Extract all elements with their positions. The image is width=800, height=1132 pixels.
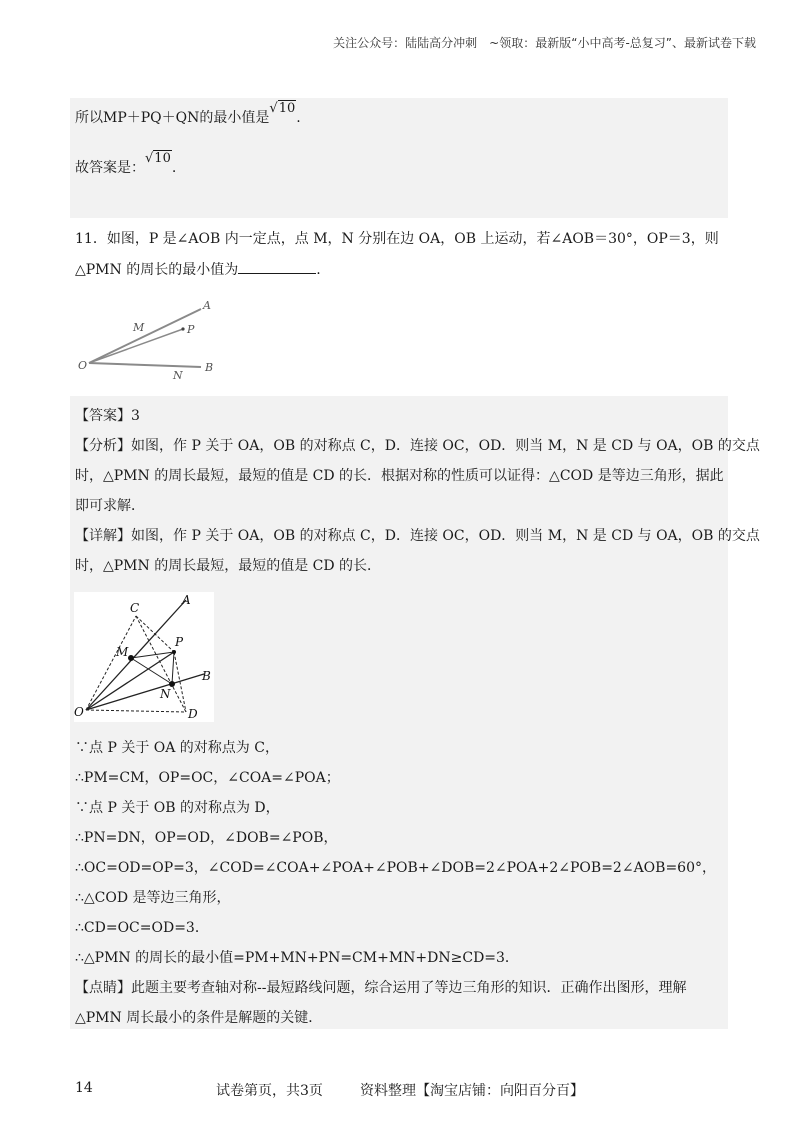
point-m: [128, 655, 134, 661]
label-m: M: [133, 321, 145, 334]
label-b: B: [202, 669, 211, 683]
label-m: M: [116, 645, 129, 659]
analysis-line-3: 即可求解．: [75, 498, 145, 514]
key-point-line: 【点睛】此题主要考查轴对称--最短路线问题，综合运用了等边三角形的知识．正确作出图形，理解: [75, 980, 687, 996]
label-p: P: [187, 323, 195, 336]
prev-line-1: 所以MP＋PQ＋QN的最小值是√10.: [75, 101, 301, 126]
proof-line: ∴△COD 是等边三角形，: [75, 890, 231, 906]
proof-line: ∴△PMN 的周长的最小值=PM+MN+PN=CM+MN+DN≥CD=3．: [75, 950, 519, 966]
answer-blank: [238, 259, 316, 274]
page-header: 关注公众号：陆陆高分冲刺 ~领取：最新版“小中高考-总复习”、最新试卷下载: [333, 36, 756, 50]
segment-mn: [131, 658, 172, 684]
point-p: [172, 650, 176, 654]
page-info: 试卷第页，共3页: [216, 1083, 323, 1099]
answer-line: 【答案】3: [75, 408, 140, 424]
sqrt-10: √10: [269, 101, 296, 116]
point-p: [181, 327, 184, 330]
label-b: B: [205, 361, 214, 374]
proof-line: ∴OC=OD=OP=3，∠COD=∠COA+∠POA+∠POB+∠DOB=2∠POA+2∠POB=2∠AOB=60°，: [75, 860, 716, 876]
proof-line: ∴PN=DN，OP=OD，∠DOB=∠POB，: [75, 830, 338, 846]
label-p: P: [175, 635, 184, 649]
dash-cp: [136, 616, 174, 652]
label-o: O: [78, 359, 88, 372]
label-a: A: [203, 299, 211, 312]
analysis-line-2: 时，△PMN 的周长最短，最短的值是 CD 的长．根据对称的性质可以证得：△COD 是等边三角形，据此: [75, 468, 724, 484]
prev-line-2-text: 故答案是：: [75, 160, 145, 176]
label-d: D: [188, 707, 198, 721]
analysis-line-1: 【分析】如图，作 P 关于 OA，OB 的对称点 C，D．连接 OC，OD．则当 M，N 是 CD 与 OA，OB 的交点: [75, 438, 760, 454]
proof-line: ∴PM=CM，OP=OC，∠COA=∠POA；: [75, 770, 340, 786]
figure-angle-aob: [75, 295, 225, 385]
ray-ob: [86, 674, 204, 710]
figure-symmetry: [74, 592, 214, 722]
label-a: A: [182, 593, 191, 607]
dash-od: [86, 710, 186, 712]
detail-line-2: 时，△PMN 的周长最短，最短的值是 CD 的长．: [75, 558, 382, 574]
page-number: 14: [75, 1080, 93, 1096]
sqrt-10: √10: [145, 151, 171, 166]
detail-line-1: 【详解】如图，作 P 关于 OA，OB 的对称点 C，D．连接 OC，OD．则当 M，N 是 CD 与 OA，OB 的交点: [75, 528, 760, 544]
key-point-line: △PMN 周长最小的条件是解题的关键．: [75, 1010, 323, 1026]
prev-line-2: 故答案是：√10.: [75, 151, 177, 176]
ray-ob: [89, 363, 201, 367]
ray-oa: [89, 309, 201, 363]
label-c: C: [130, 601, 140, 615]
question-line-1: 11．如图，P 是∠AOB 内一定点，点 M，N 分别在边 OA，OB 上运动，若∠AOB＝30°，OP＝3，则: [75, 231, 719, 247]
label-n: N: [160, 687, 171, 701]
prev-line-1-text: 所以MP＋PQ＋QN的最小值是: [75, 110, 270, 126]
segment-pn: [172, 652, 174, 684]
source-info: 资料整理【淘宝店铺：向阳百分百】: [360, 1083, 584, 1099]
proof-line: ∴CD=OC=OD=3．: [75, 920, 209, 936]
ray-op: [89, 329, 183, 363]
proof-line: ∵点 P 关于 OB 的对称点为 D，: [75, 800, 280, 816]
proof-line: ∵点 P 关于 OA 的对称点为 C，: [75, 740, 279, 756]
question-line-2: △PMN 的周长的最小值为 .: [75, 259, 321, 280]
label-n: N: [173, 369, 183, 382]
label-o: O: [74, 705, 84, 719]
